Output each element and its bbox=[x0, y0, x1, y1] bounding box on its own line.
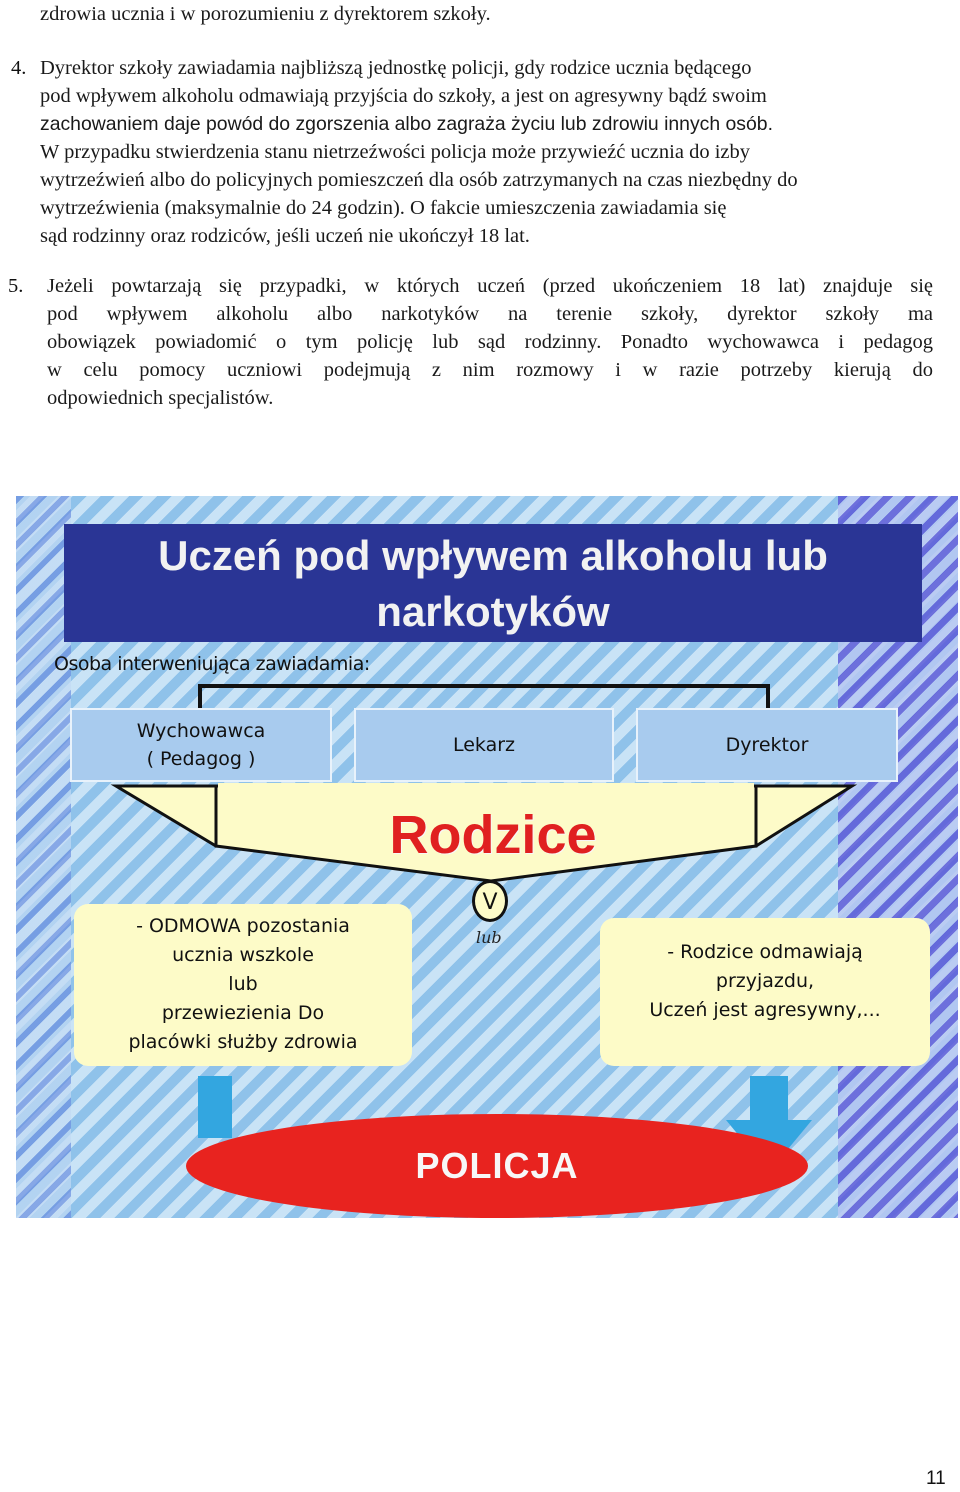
box-line: przyjazdu, bbox=[715, 970, 815, 992]
item-4-number: 4. bbox=[11, 57, 27, 79]
text-line: Jeżeli powtarzają się przypadki, w których uczeń (przed ukończeniem 18 lat) znajduje się bbox=[47, 275, 933, 297]
item-5-number: 5. bbox=[8, 275, 24, 297]
text-line: pod wpływem alkoholu odmawiają przyjścia do szkoły, a jest on agresywny bądź swoim bbox=[40, 85, 767, 107]
text-line: sąd rodzinny oraz rodziców, jeśli uczeń nie ukończył 18 lat. bbox=[40, 225, 530, 247]
diagram-title-line: narkotyków bbox=[376, 588, 610, 635]
diagram-label: Osoba interweniująca zawiadamia: bbox=[54, 653, 370, 675]
choice-sub-label: lub bbox=[476, 928, 502, 947]
box-line: Uczeń jest agresywny,... bbox=[649, 999, 881, 1021]
top-line bbox=[40, 0, 491, 28]
text-line: W przypadku stwierdzenia stanu nietrzeźwości policja może przywieźć ucznia do izby bbox=[40, 141, 750, 163]
text-line: w celu pomocy uczniowi podejmują z nim rozmowy i w razie potrzeby kierują do bbox=[47, 359, 933, 381]
page-number: 11 bbox=[926, 1468, 946, 1489]
box-line: ucznia wszkole bbox=[172, 944, 314, 966]
text-line: obowiązek powiadomić o tym policję lub sąd rodzinny. Ponadto wychowawca i pedagog bbox=[47, 331, 933, 353]
choice-circle: V bbox=[472, 880, 508, 922]
item-4-paragraph bbox=[40, 54, 945, 250]
arrow-down-icon bbox=[198, 1076, 232, 1138]
box-line: lub bbox=[228, 973, 258, 995]
box-line: placówki służby zdrowia bbox=[128, 1031, 358, 1053]
text-line: pod wpływem alkoholu albo narkotyków na terenie szkoły, dyrektor szkoły ma bbox=[47, 303, 933, 325]
text-line: wytrzeźwień albo do policyjnych pomieszczeń dla osób zatrzymanych na czas niezbędny do bbox=[40, 169, 798, 191]
text-line: zdrowia ucznia i w porozumieniu z dyrektorem szkoły. bbox=[40, 3, 491, 25]
text-line: wytrzeźwienia (maksymalnie do 24 godzin). O fakcie umieszczenia zawiadamia się bbox=[40, 197, 727, 219]
box-label: ( Pedagog ) bbox=[146, 748, 256, 770]
text-line: Dyrektor szkoły zawiadamia najbliższą jednostkę policji, gdy rodzice ucznia będącego bbox=[40, 57, 752, 79]
police-ellipse: POLICJA bbox=[186, 1114, 808, 1218]
box-label: Wychowawca bbox=[136, 720, 266, 742]
box-line: - ODMOWA pozostania bbox=[136, 915, 350, 937]
box-line: - Rodzice odmawiają bbox=[667, 941, 863, 963]
box-label: Lekarz bbox=[452, 734, 516, 756]
parents-label: Rodzice bbox=[389, 805, 597, 865]
box-line: przewiezienia Do bbox=[161, 1002, 325, 1024]
arrows bbox=[16, 496, 958, 1218]
diagram-title-line: Uczeń pod wpływem alkoholu lub bbox=[158, 532, 828, 579]
procedure-diagram bbox=[16, 496, 958, 1218]
box-label: Dyrektor bbox=[725, 734, 809, 756]
text-line: zachowaniem daje powód do zgorszenia albo zagraża życiu lub zdrowiu innych osób. bbox=[40, 113, 773, 135]
item-5-paragraph bbox=[47, 272, 933, 412]
text-line: odpowiednich specjalistów. bbox=[47, 387, 274, 409]
